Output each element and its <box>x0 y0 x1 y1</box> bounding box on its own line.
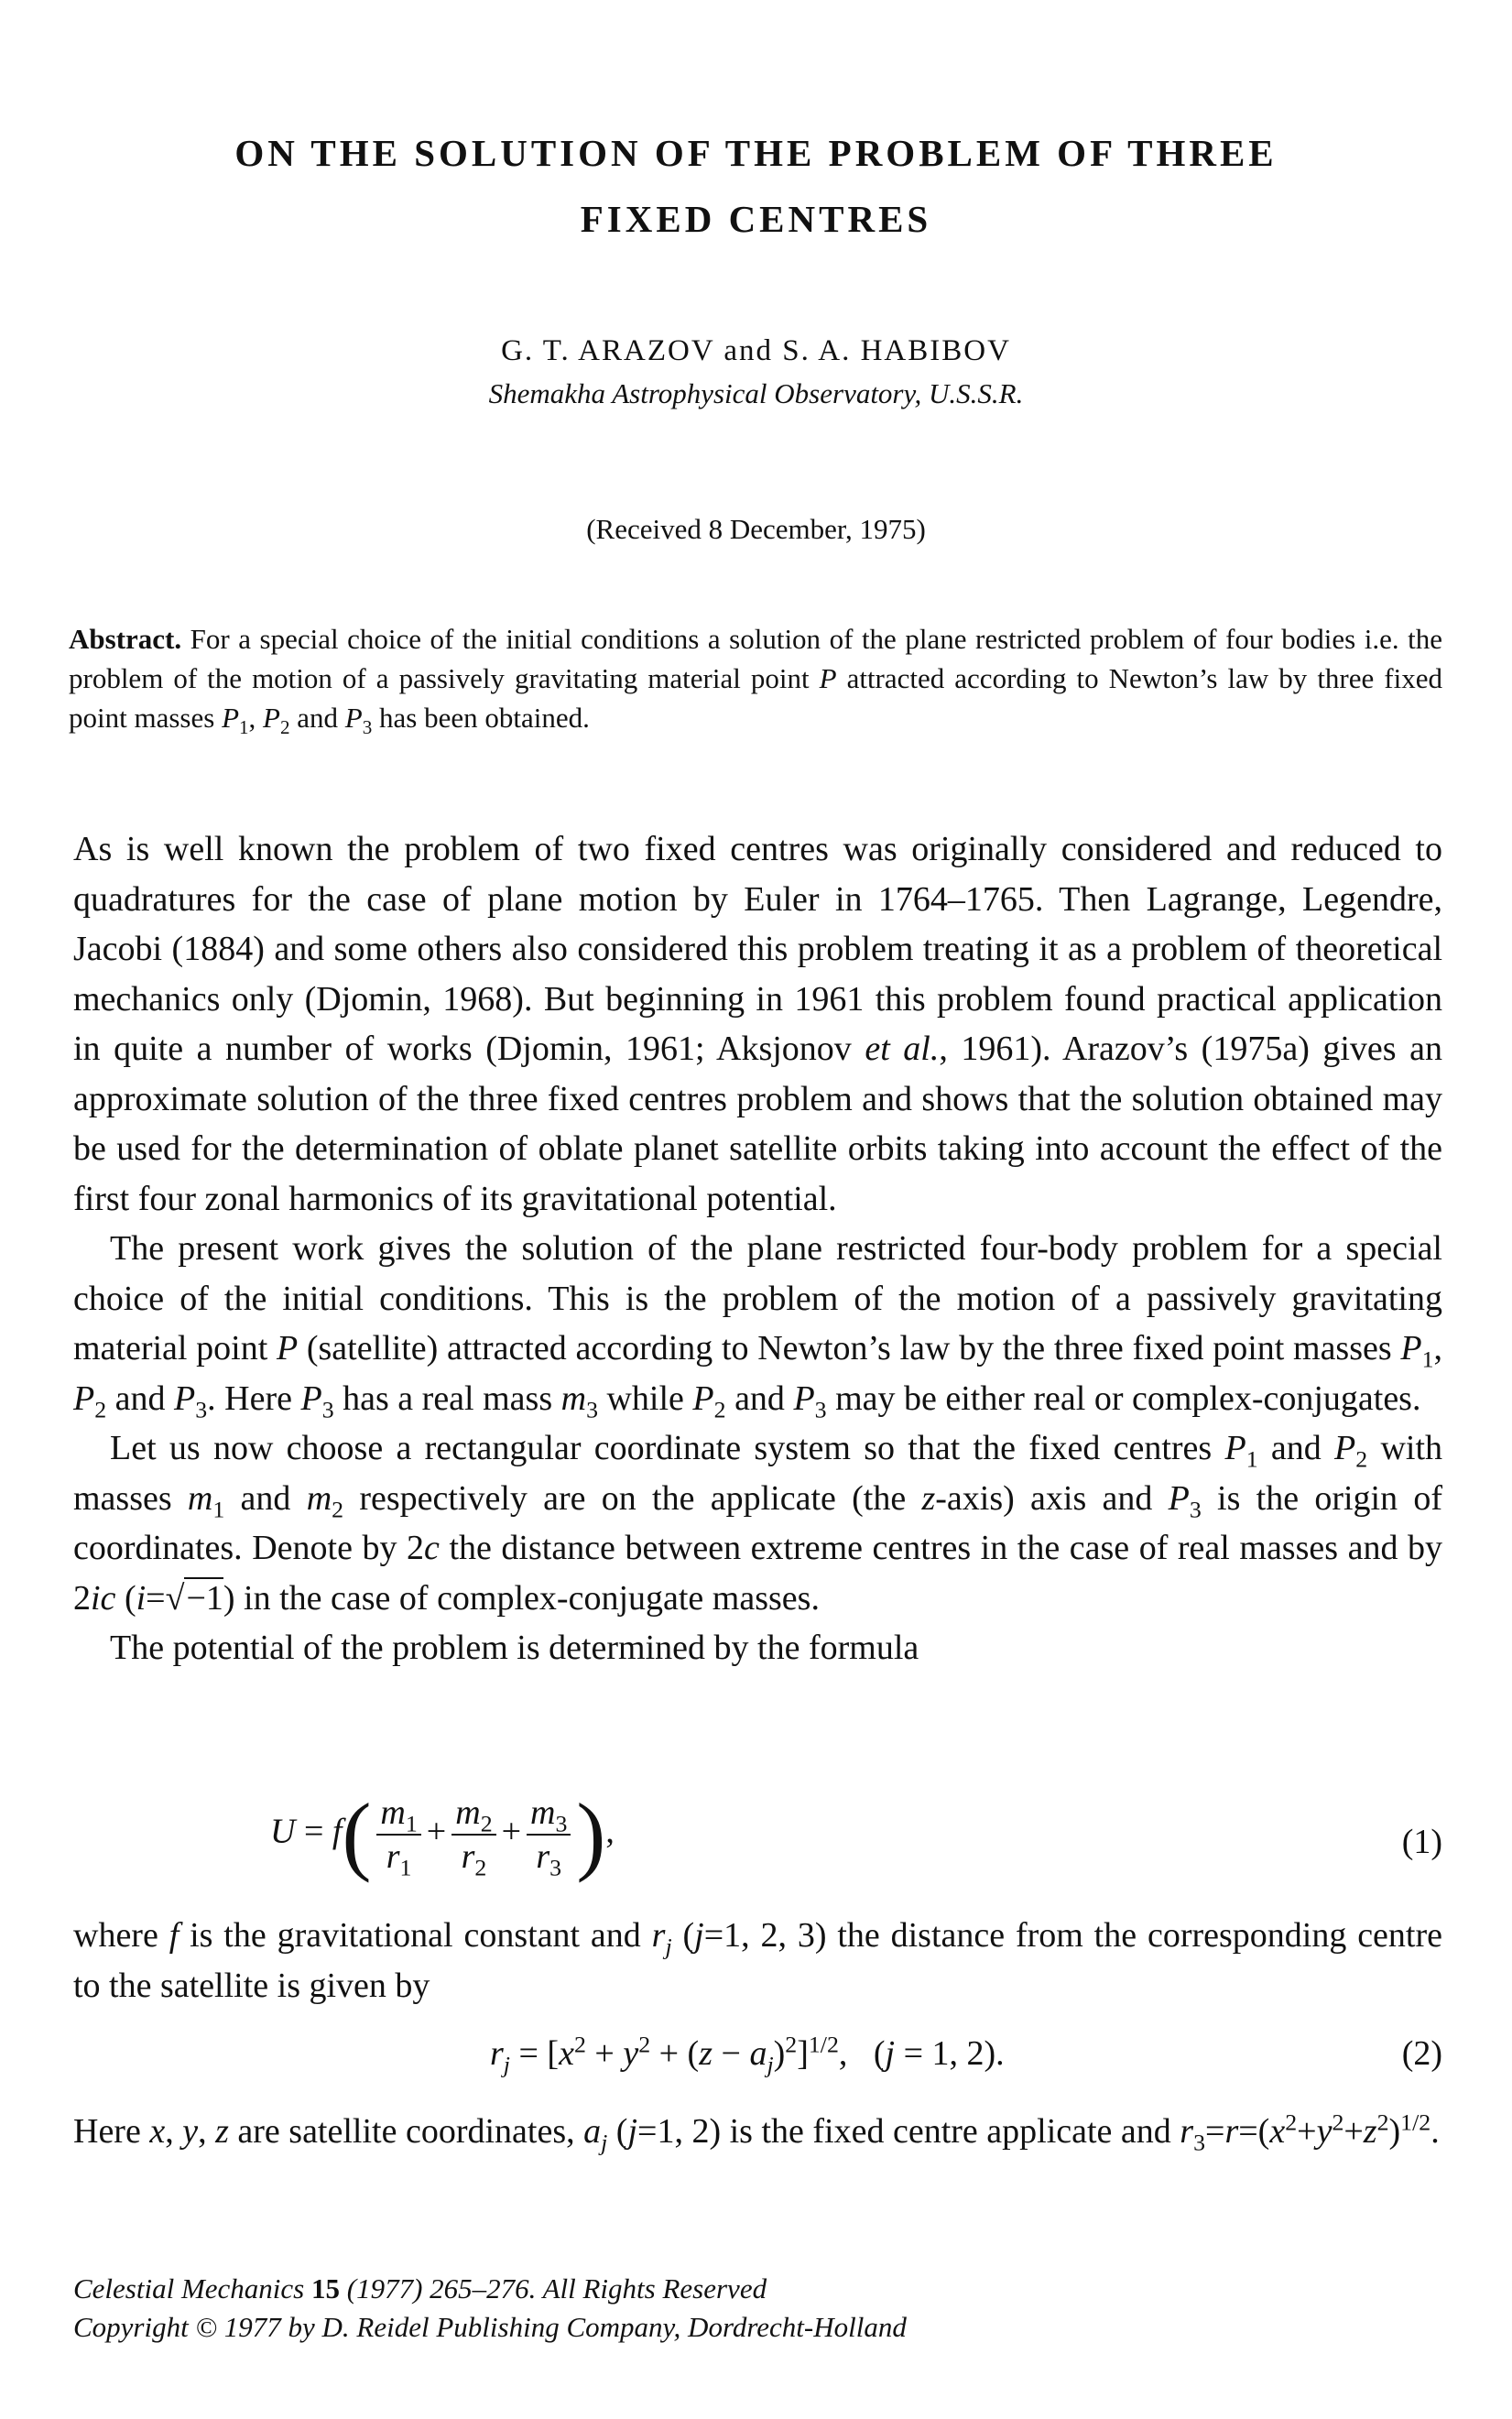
equation-1: U = f( $\frac{m_1}{r_1}$ + $\frac{m_2}{r_2}$ + $\frac{m_3}{r_3}$ ), (1) <box>270 1785 1442 1883</box>
paper-title-line-1: ON THE SOLUTION OF THE PROBLEM OF THREE <box>234 132 1278 174</box>
received-date: (Received 8 December, 1975) <box>586 513 926 545</box>
paragraph-2: The present work gives the solution of the plane restricted four-body problem for a special choice of the initial conditions. This is the problem of the motion of a passively gravitating material point P (satellite) attracted according to Newton’s law by the three fixed point masses $P_1$, $P_2$ and $P_3$. Here $P_3$ has a real mass $m_3$ while $P_2$ and $P_3$ may be either real or complex-conjugates. <box>73 1229 1442 1423</box>
equation-1-number: (1) <box>1401 1823 1442 1861</box>
paragraph-3: Let us now choose a rectangular coordinate system so that the fixed centres $P_1$ and $P_2$ with masses $m_1$ and $m_2$ respectively are on the applicate (the z-axis) axis and $P_3$ is the origin of coordinates. Denote by 2c the distance between extreme centres in the case of real masses and by 2ic (i=√−1) in the case of complex-conjugate masses. <box>73 1429 1443 1618</box>
equation-2-number: (2) <box>1401 2034 1442 2073</box>
abstract-label: Abstract. <box>69 623 182 655</box>
paragraph-1: As is well known the problem of two fixed centres was originally considered and reduced to quadratures for the case of plane motion by Euler in 1764–1765. Then Lagrange, Legendre, Jacobi (1884) and some others also considered this problem treating it as a problem of theoretical mechanics only (Djomin, 1968). But beginning in 1961 this problem found practical application in quite a number of works (Djomin, 1961; Aksjonov et al., 1961). Arazov’s (1975a) gives an approximate solution of the three fixed centres problem and shows that the solution obtained may be used for the determination of oblate planet satellite orbits taking into account the effect of the first four zonal harmonics of its gravitational potential. <box>73 830 1442 1218</box>
body-text-3 <box>73 2107 1442 2157</box>
footer-citation <box>73 2270 1442 2347</box>
body-text-2 <box>73 1911 1442 2010</box>
paragraph-6: Here x, y, z are satellite coordinates, $a_j$ (j=1, 2) is the fixed centre applicate and $r_3=r=(x^2+y^2+z^2)^{1/2}$. <box>73 2108 1440 2156</box>
abstract: Abstract. For a special choice of the initial conditions a solution of the plane restricted problem of four bodies i.e. the problem of the motion of a passively gravitating material point P attracted according to Newton’s law by three fixed point masses $P_1$, $P_2$ and $P_3$ has been obtained. <box>69 623 1442 739</box>
equation-2: $r_j = [x^2 + y^2 + (z - a_j)^2]^{1/2}$, (j = 1, 2). (2) <box>490 2031 1442 2078</box>
body-text <box>73 824 1442 1673</box>
paper-title-line-2: FIXED CENTRES <box>580 198 932 240</box>
paragraph-4: The potential of the problem is determined by the formula <box>110 1629 919 1667</box>
footer-line-1: Celestial Mechanics 15 (1977) 265–276. All Rights Reserved <box>73 2272 767 2305</box>
affiliation: Shemakha Astrophysical Observatory, U.S.S.R. <box>488 377 1024 409</box>
paragraph-5: where f is the gravitational constant and $r_j$ (j=1, 2, 3) the distance from the corresponding centre to the satellite is given by <box>73 1916 1442 2005</box>
footer-line-2: Copyright © 1977 by D. Reidel Publishing Company, Dordrecht-Holland <box>73 2311 907 2343</box>
authors: G. T. ARAZOV and S. A. HABIBOV <box>501 334 1011 367</box>
